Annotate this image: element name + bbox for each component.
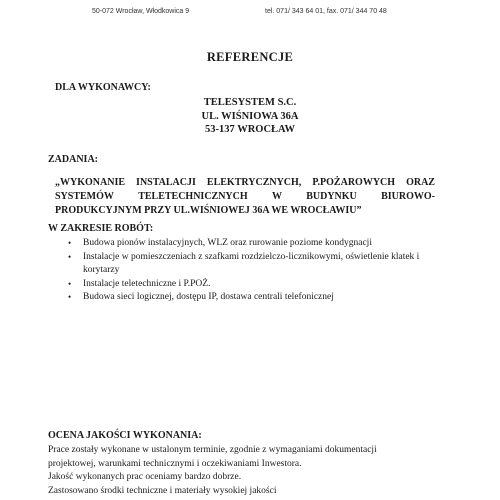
- tasks-word: BIUROWO-: [381, 191, 435, 202]
- tasks-line: [55, 204, 435, 218]
- scope-label: W ZAKRESIE ROBÓT:: [48, 223, 154, 234]
- list-item-text: Budowa sieci logicznej, dostępu IP, dostawa centrali telefonicznej: [83, 292, 334, 302]
- tasks-word: ORAZ: [406, 177, 435, 188]
- tasks-word: P.POŻAROWYCH: [312, 177, 396, 188]
- tasks-word: „WYKONANIE: [55, 177, 126, 188]
- header-address: 50-072 Wrocław, Włodkowica 9: [92, 8, 190, 15]
- rating-line: projektowej, warunkami technicznymi i oczekiwaniami Inwestora.: [48, 458, 302, 469]
- tasks-word: PRODUKCYJNYM PRZY UL.WIŚNIOWEJ 36A WE WROCŁAWIU”: [55, 205, 362, 216]
- list-item-text: Budowa pionów instalacyjnych, WLZ oraz rurowanie poziome kondygnacji: [83, 238, 372, 248]
- list-item: [68, 237, 448, 251]
- tasks-label: ZADANIA:: [48, 154, 98, 165]
- tasks-word: ELEKTRYCZNYCH,: [206, 177, 302, 188]
- tasks-word: SYSTEMÓW: [55, 191, 114, 202]
- contractor-line: UL. WIŚNIOWA 36A: [201, 110, 299, 122]
- rating-line: Zastosowano środki techniczne i materiały wysokiej jakości: [48, 485, 277, 496]
- tasks-line: [55, 176, 435, 190]
- contractor-label: DLA WYKONAWCY:: [55, 82, 151, 93]
- tasks-text: [55, 176, 435, 218]
- list-item-text: Instalacje w pomieszczeniach z szafkami rozdzielczo-licznikowymi, oświetlenie klatek i korytarzy: [83, 251, 420, 275]
- document-title: REFERENCJE: [206, 50, 294, 64]
- list-item: [68, 251, 448, 278]
- tasks-word: W: [271, 191, 282, 202]
- list-item-text: Instalacje teletechniczne i P.POŻ.: [83, 278, 211, 289]
- contractor-line: 53-137 WROCŁAW: [205, 124, 295, 135]
- tasks-word: TELETECHNICZNYCH: [138, 191, 248, 202]
- scope-list: [68, 237, 448, 305]
- header-contact: tel. 071/ 343 64 01, fax. 071/ 344 70 48: [265, 8, 387, 15]
- bullet-icon: •: [68, 251, 72, 262]
- list-item: [68, 291, 448, 305]
- bullet-icon: •: [68, 292, 72, 302]
- rating-line: Prace zostały wykonane w ustalonym terminie, zgodnie z wymaganiami dokumentacji: [48, 445, 377, 455]
- list-item: [68, 278, 448, 292]
- bullet-icon: •: [68, 238, 72, 248]
- contractor-address: [0, 96, 500, 137]
- rating-line: Jakość wykonanych prac oceniamy bardzo dobrze.: [48, 472, 242, 482]
- contractor-line: TELESYSTEM S.C.: [203, 97, 297, 108]
- tasks-word: INSTALACJI: [136, 177, 196, 188]
- bullet-icon: •: [68, 278, 72, 289]
- tasks-line: [55, 190, 435, 204]
- rating-text: [48, 444, 448, 498]
- rating-label: OCENA JAKOŚCI WYKONANIA:: [48, 430, 202, 441]
- tasks-word: BUDYNKU: [306, 191, 357, 202]
